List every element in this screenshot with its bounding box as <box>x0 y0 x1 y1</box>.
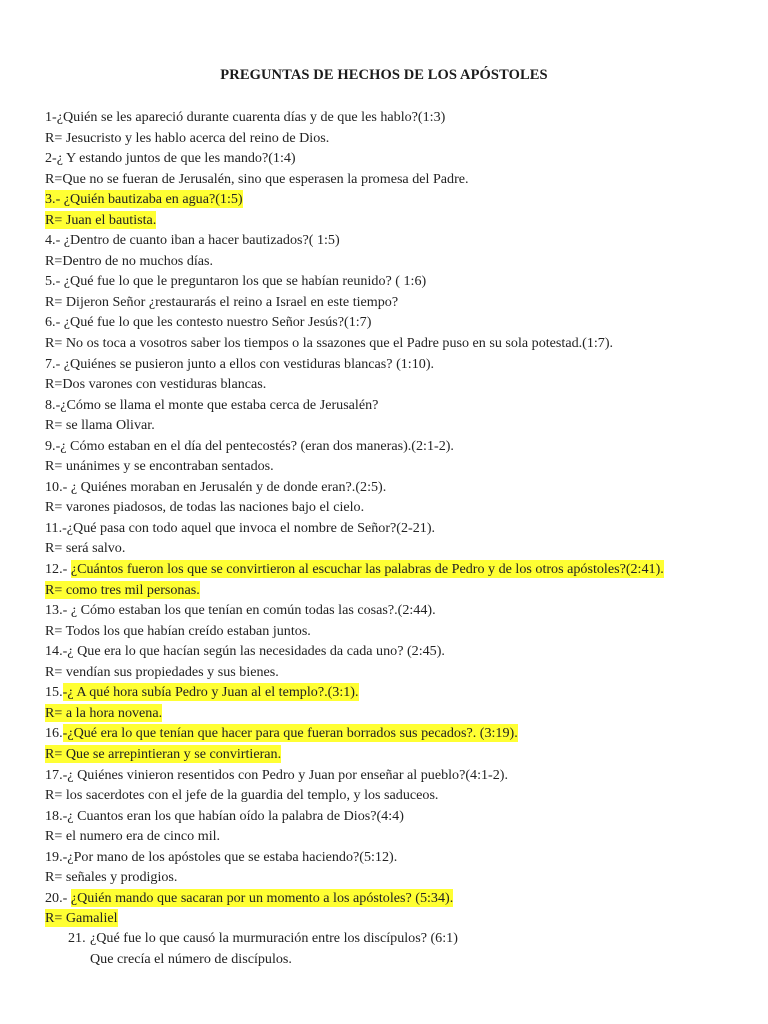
line-text: 18.-¿ Cuantos eran los que habían oído la palabra de Dios?(4:4) <box>45 807 404 824</box>
list-question-text: ¿Qué fue lo que causó la murmuración entre los discípulos? (6:1) <box>90 930 458 946</box>
question-line <box>45 723 735 744</box>
answer-line <box>45 580 735 601</box>
line-text: 5.- ¿Qué fue lo que le preguntaron los que se habían reunido? ( 1:6) <box>45 273 427 290</box>
answer-line <box>45 703 735 724</box>
line-text: 8.-¿Cómo se llama el monte que estaba cerca de Jerusalén? <box>45 396 379 413</box>
line-text: 11.-¿Qué pasa con todo aquel que invoca el nombre de Señor?(2-21). <box>45 519 436 536</box>
question-line <box>45 354 735 375</box>
answer-line <box>45 621 735 642</box>
question-line <box>45 148 735 169</box>
question-line <box>45 600 735 621</box>
line-prefix: 16. <box>45 725 63 742</box>
line-text: R= Dijeron Señor ¿restaurarás el reino a Israel en este tiempo? <box>45 293 399 310</box>
line-text: -¿Qué era lo que tenían que hacer para que fueran borrados sus pecados?. (3:19). <box>62 725 518 742</box>
question-line <box>45 230 735 251</box>
line-text: 13.- ¿ Cómo estaban los que tenían en común todas las cosas?.(2:44). <box>45 602 436 619</box>
line-text: R= Jesucristo y les hablo acerca del reino de Dios. <box>45 129 330 146</box>
line-prefix: 15. <box>45 684 63 701</box>
line-text: 19.-¿Por mano de los apóstoles que se estaba haciendo?(5:12). <box>45 848 398 865</box>
line-text: 3.- ¿Quién bautizaba en agua?(1:5) <box>45 191 243 208</box>
answer-line <box>45 292 735 313</box>
question-list <box>45 107 735 929</box>
question-line <box>45 189 735 210</box>
line-text: R= a la hora novena. <box>45 704 163 721</box>
line-text: R= Todos los que habían creído estaban juntos. <box>45 622 311 639</box>
question-line <box>45 682 735 703</box>
answer-line <box>45 744 735 765</box>
list-question <box>68 928 458 949</box>
line-text: R=Dentro de no muchos días. <box>45 252 214 269</box>
answer-line <box>45 908 735 929</box>
question-line <box>45 312 735 333</box>
line-text: 6.- ¿Qué fue lo que les contesto nuestro Señor Jesús?(1:7) <box>45 314 372 331</box>
line-text: -¿ A qué hora subía Pedro y Juan al el templo?.(3:1). <box>62 684 359 701</box>
question-line <box>45 888 735 909</box>
question-line <box>45 436 735 457</box>
line-prefix: 12.- <box>45 561 71 578</box>
question-line <box>45 847 735 868</box>
line-text: R= el numero era de cinco mil. <box>45 828 221 845</box>
line-text: R= como tres mil personas. <box>45 581 200 598</box>
line-text: ¿Cuántos fueron los que se convirtieron al escuchar las palabras de Pedro y de los otros apóstoles?(2:41). <box>70 561 664 578</box>
answer-line <box>45 826 735 847</box>
answer-line <box>45 128 735 149</box>
line-text: R= Que se arrepintieran y se convirtieran. <box>45 745 282 762</box>
line-text: ¿Quién mando que sacaran por un momento a los apóstoles? (5:34). <box>70 889 454 906</box>
list-number: 21. <box>68 930 86 946</box>
answer-line <box>45 785 735 806</box>
answer-line <box>45 456 735 477</box>
line-text: R= señales y prodigios. <box>45 869 178 886</box>
answer-line <box>45 251 735 272</box>
line-text: R= Juan el bautista. <box>45 211 157 228</box>
question-line <box>45 518 735 539</box>
line-text: 17.-¿ Quiénes vinieron resentidos con Pedro y Juan por enseñar al pueblo?(4:1-2). <box>45 766 509 783</box>
line-text: R= los sacerdotes con el jefe de la guardia del templo, y los saduceos. <box>45 787 439 804</box>
answer-line <box>45 538 735 559</box>
question-line <box>45 271 735 292</box>
line-text: R= vendían sus propiedades y sus bienes. <box>45 663 279 680</box>
line-text: 7.- ¿Quiénes se pusieron junto a ellos con vestiduras blancas? (1:10). <box>45 355 435 372</box>
answer-line <box>45 169 735 190</box>
question-line <box>45 641 735 662</box>
question-line <box>45 559 735 580</box>
answer-line <box>45 333 735 354</box>
page-title: PREGUNTAS DE HECHOS DE LOS APÓSTOLES <box>220 67 548 83</box>
line-text: R= Gamaliel <box>45 910 118 927</box>
question-line <box>45 107 735 128</box>
question-line <box>45 477 735 498</box>
line-text: 9.-¿ Cómo estaban en el día del pentecostés? (eran dos maneras).(2:1-2). <box>45 437 454 454</box>
answer-line <box>45 374 735 395</box>
line-text: R= se llama Olivar. <box>45 417 155 434</box>
line-text: R= unánimes y se encontraban sentados. <box>45 458 274 475</box>
line-text: 1-¿Quién se les apareció durante cuarenta días y de que les hablo?(1:3) <box>45 109 446 125</box>
answer-line <box>45 415 735 436</box>
line-text: 2-¿ Y estando juntos de que les mando?(1:4) <box>45 150 296 167</box>
line-text: 10.- ¿ Quiénes moraban en Jerusalén y de donde eran?.(2:5). <box>45 478 387 495</box>
line-text: R=Dos varones con vestiduras blancas. <box>45 376 267 393</box>
line-text: 4.- ¿Dentro de cuanto iban a hacer bautizados?( 1:5) <box>45 232 340 249</box>
answer-line <box>45 210 735 231</box>
question-line <box>45 806 735 827</box>
question-line <box>45 395 735 416</box>
list-answer: Que crecía el número de discípulos. <box>90 950 292 967</box>
line-text: R= será salvo. <box>45 540 126 557</box>
numbered-list-item <box>68 928 458 969</box>
answer-line <box>45 662 735 683</box>
line-text: R= No os toca a vosotros saber los tiempos o la ssazones que el Padre puso en su sola potestad.(1:7). <box>45 335 614 352</box>
answer-line <box>45 867 735 888</box>
question-line <box>45 765 735 786</box>
line-text: 14.-¿ Que era lo que hacían según las necesidades da cada uno? (2:45). <box>45 643 445 660</box>
answer-line <box>45 497 735 518</box>
line-text: R=Que no se fueran de Jerusalén, sino que esperasen la promesa del Padre. <box>45 170 469 187</box>
line-prefix: 20.- <box>45 889 71 906</box>
line-text: R= varones piadosos, de todas las naciones bajo el cielo. <box>45 499 365 516</box>
